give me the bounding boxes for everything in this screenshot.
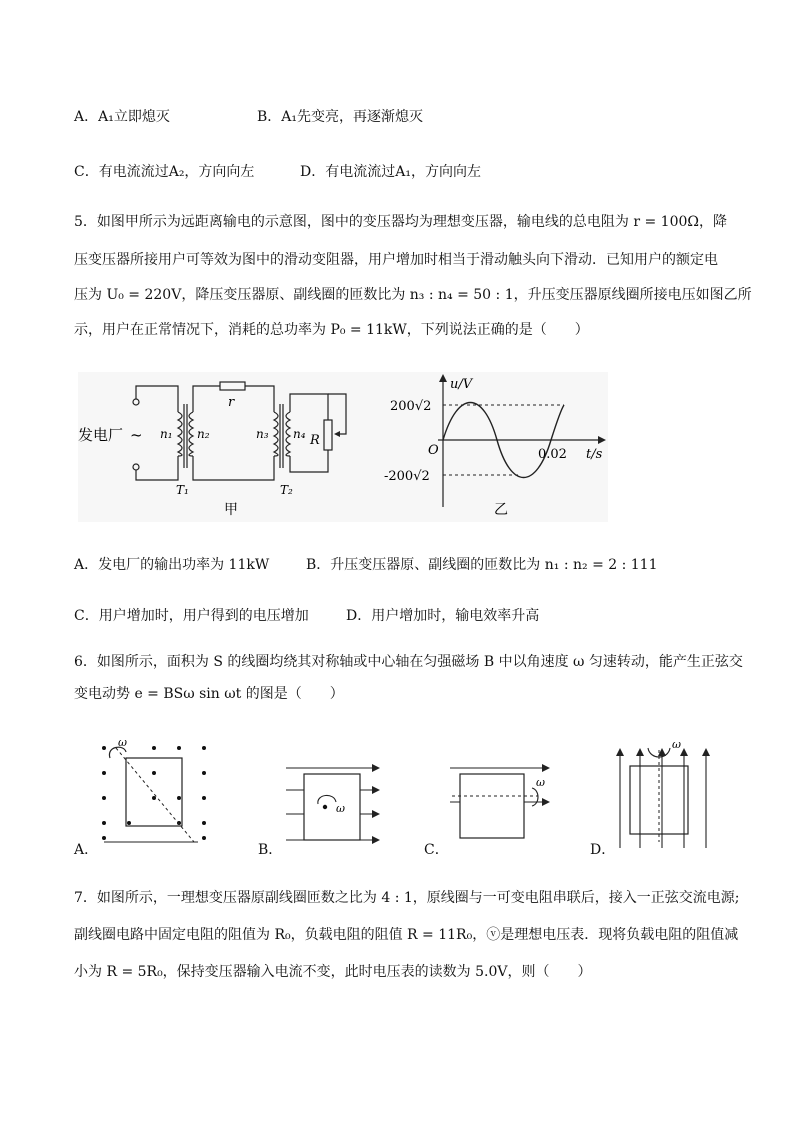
omega-b: ω [336, 802, 345, 815]
omega-d: ω [672, 738, 681, 751]
axis-dot-b [323, 805, 327, 809]
origin-label: O [428, 443, 439, 458]
label-n1: n₁ [160, 427, 173, 441]
q4-option-b: B．A₁先变亮，再逐渐熄灭 [257, 109, 424, 125]
rotation-arrow-c [532, 788, 538, 806]
label-r: r [228, 395, 235, 410]
q6-figure-d [612, 736, 712, 848]
y-axis-label: u/V [450, 377, 473, 392]
q6-stem-line-1: 6．如图所示，面积为 S 的线圈均绕其对称轴或中心轴在匀强磁场 B 中以角速度 ω 匀速转动，能产生正弦交 [74, 654, 743, 670]
peak-positive-label: 200√2 [390, 399, 432, 414]
source-tilde: ~ [130, 426, 143, 444]
caption-jia: 甲 [224, 502, 238, 518]
omega-a: ω [118, 736, 127, 749]
q5-stem-line-1: 5．如图甲所示为远距离输电的示意图，图中的变压器均为理想变压器，输电线的总电阻为 r = 100Ω，降 [74, 214, 728, 230]
label-T1: T₁ [176, 483, 189, 497]
q5-option-a: A．发电厂的输出功率为 11kW [74, 557, 270, 573]
label-n3: n₃ [256, 427, 269, 441]
q7-stem-line-1: 7．如图所示，一理想变压器原副线圈匝数之比为 4 : 1，原线圈与一可变电阻串联后，接入一正弦交流电源; [74, 890, 740, 906]
q6-label-b: B． [258, 842, 283, 858]
q6-label-a: A． [74, 842, 99, 858]
x-axis-label: t/s [586, 447, 603, 462]
period-label: 0.02 [538, 447, 567, 462]
q6-figure-a [98, 738, 213, 850]
label-n2: n₂ [197, 427, 210, 441]
q6-label-c: C． [424, 842, 449, 858]
label-T2: T₂ [280, 483, 293, 497]
omega-c: ω [536, 776, 545, 789]
q4-option-a: A．A₁立即熄灭 [74, 109, 170, 125]
figure-jia-circuit [78, 372, 368, 522]
q6-figure-c [450, 760, 554, 844]
q6-figure-b [286, 760, 380, 848]
q4-option-c: C．有电流流过A₂，方向向左 [74, 164, 255, 180]
coil-c [460, 774, 524, 838]
q5-option-b: B．升压变压器原、副线圈的匝数比为 n₁ : n₂ = 2 : 111 [306, 557, 658, 573]
coil-a [126, 758, 182, 826]
q7-stem-line-3: 小为 R = 5R₀，保持变压器输入电流不变，此时电压表的读数为 5.0V，则（ ） [74, 964, 592, 980]
q4-option-d: D．有电流流过A₁，方向向左 [300, 164, 481, 180]
q7-stem-line-2: 副线圈电路中固定电阻的阻值为 R₀，负载电阻的阻值 R = 11R₀，ⓥ是理想电压表．现将负载电阻的阻值减 [74, 927, 739, 943]
peak-negative-label: -200√2 [384, 469, 430, 484]
q5-option-d: D．用户增加时，输电效率升高 [346, 608, 540, 624]
q5-stem-line-3: 压为 U₀ = 220V，降压变压器原、副线圈的匝数比为 n₃ : n₄ = 50 : 1，升压变压器原线圈所接电压如图乙所 [74, 287, 752, 303]
q5-option-c: C．用户增加时，用户得到的电压增加 [74, 608, 309, 624]
q5-stem-line-4: 示，用户在正常情况下，消耗的总功率为 P₀ = 11kW，下列说法正确的是（ ） [74, 322, 589, 338]
coil-b [304, 774, 360, 840]
caption-yi: 乙 [494, 502, 508, 518]
q5-stem-line-2: 压变压器所接用户可等效为图中的滑动变阻器，用户增加时相当于滑动触头向下滑动．已知用户的额定电 [74, 252, 718, 268]
q6-label-d: D． [590, 842, 616, 858]
q6-stem-line-2: 变电动势 e = BSω sin ωt 的图是（ ） [74, 686, 344, 702]
source-label: 发电厂 [78, 426, 124, 444]
figure-yi-waveform [368, 372, 608, 522]
label-n4: n₄ [293, 427, 306, 441]
label-R: R [310, 433, 320, 448]
figure-yi-background [368, 372, 608, 522]
